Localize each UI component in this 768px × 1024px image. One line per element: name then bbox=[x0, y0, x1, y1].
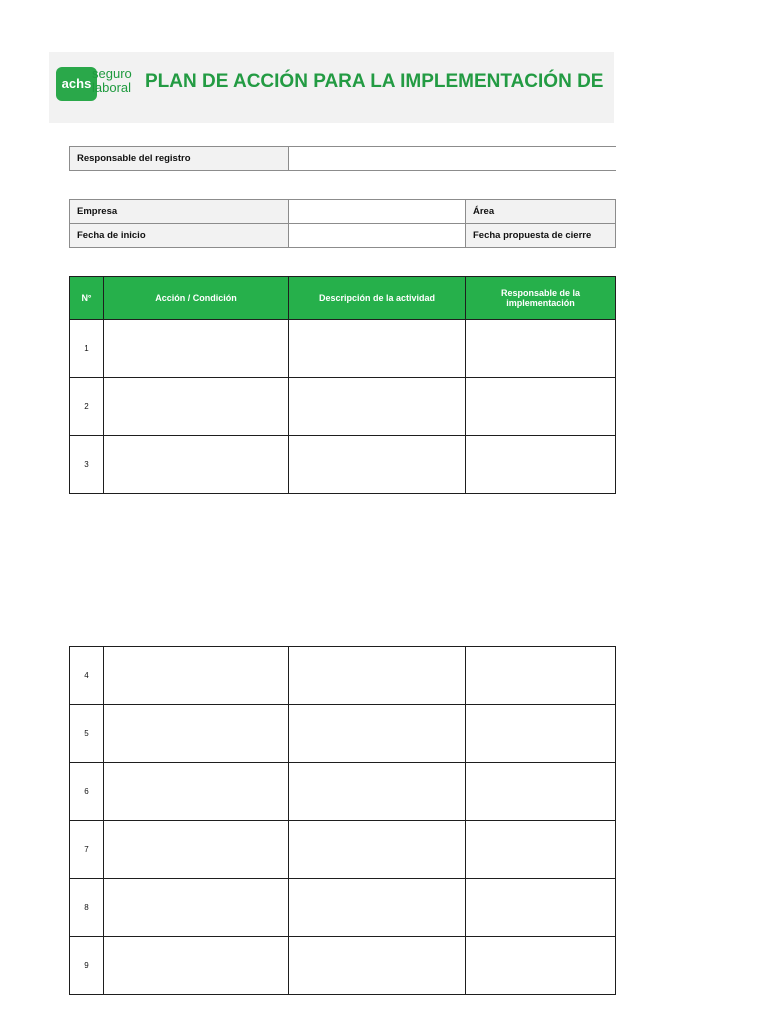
logo-tagline-line2: laboral bbox=[92, 80, 132, 95]
fecha-inicio-field[interactable] bbox=[289, 224, 466, 248]
col-header-number: N° bbox=[70, 277, 104, 320]
descripcion-cell[interactable] bbox=[289, 436, 466, 494]
responsable-cell[interactable] bbox=[466, 705, 616, 763]
descripcion-cell[interactable] bbox=[289, 647, 466, 705]
responsable-field[interactable] bbox=[289, 147, 616, 171]
accion-cell[interactable] bbox=[104, 378, 289, 436]
responsable-cell[interactable] bbox=[466, 320, 616, 378]
empresa-field[interactable] bbox=[289, 200, 466, 224]
responsable-label: Responsable del registro bbox=[70, 147, 289, 171]
row-number: 1 bbox=[70, 320, 104, 378]
table-row bbox=[70, 436, 616, 494]
logo-tagline-line1: seguro bbox=[92, 66, 132, 81]
accion-cell[interactable] bbox=[104, 879, 289, 937]
responsable-cell[interactable] bbox=[466, 378, 616, 436]
accion-cell[interactable] bbox=[104, 705, 289, 763]
col-header-responsable: Responsable de la implementación bbox=[466, 277, 616, 320]
accion-cell[interactable] bbox=[104, 436, 289, 494]
accion-cell[interactable] bbox=[104, 937, 289, 995]
table-row bbox=[70, 879, 616, 937]
responsable-cell[interactable] bbox=[466, 763, 616, 821]
col-header-accion: Acción / Condición bbox=[104, 277, 289, 320]
row-number: 5 bbox=[70, 705, 104, 763]
responsable-cell[interactable] bbox=[466, 879, 616, 937]
col-header-descripcion: Descripción de la actividad bbox=[289, 277, 466, 320]
row-number: 7 bbox=[70, 821, 104, 879]
row-number: 4 bbox=[70, 647, 104, 705]
descripcion-cell[interactable] bbox=[289, 763, 466, 821]
fecha-cierre-label: Fecha propuesta de cierre bbox=[466, 224, 616, 248]
row-number: 8 bbox=[70, 879, 104, 937]
table-header-row bbox=[70, 277, 616, 320]
table-row bbox=[70, 320, 616, 378]
empresa-table bbox=[69, 199, 616, 248]
table-row bbox=[70, 937, 616, 995]
action-plan-table-continued bbox=[69, 646, 616, 995]
logo-tagline bbox=[92, 67, 132, 95]
table-row bbox=[70, 705, 616, 763]
page-title: PLAN DE ACCIÓN PARA LA IMPLEMENTACIÓN DE bbox=[145, 71, 604, 92]
accion-cell[interactable] bbox=[104, 647, 289, 705]
row-number: 2 bbox=[70, 378, 104, 436]
responsable-cell[interactable] bbox=[466, 937, 616, 995]
achs-logo: achs bbox=[56, 67, 97, 101]
responsable-cell[interactable] bbox=[466, 821, 616, 879]
descripcion-cell[interactable] bbox=[289, 705, 466, 763]
descripcion-cell[interactable] bbox=[289, 320, 466, 378]
table-row bbox=[70, 378, 616, 436]
fecha-inicio-label: Fecha de inicio bbox=[70, 224, 289, 248]
empresa-label: Empresa bbox=[70, 200, 289, 224]
responsable-cell[interactable] bbox=[466, 436, 616, 494]
accion-cell[interactable] bbox=[104, 320, 289, 378]
document-header bbox=[49, 52, 614, 123]
row-number: 6 bbox=[70, 763, 104, 821]
row-number: 9 bbox=[70, 937, 104, 995]
responsable-cell[interactable] bbox=[466, 647, 616, 705]
action-plan-table bbox=[69, 276, 616, 494]
row-number: 3 bbox=[70, 436, 104, 494]
table-row bbox=[70, 763, 616, 821]
descripcion-cell[interactable] bbox=[289, 937, 466, 995]
accion-cell[interactable] bbox=[104, 763, 289, 821]
descripcion-cell[interactable] bbox=[289, 821, 466, 879]
table-row bbox=[70, 821, 616, 879]
accion-cell[interactable] bbox=[104, 821, 289, 879]
descripcion-cell[interactable] bbox=[289, 879, 466, 937]
table-row bbox=[70, 647, 616, 705]
responsable-table bbox=[69, 146, 616, 171]
area-label: Área bbox=[466, 200, 616, 224]
descripcion-cell[interactable] bbox=[289, 378, 466, 436]
